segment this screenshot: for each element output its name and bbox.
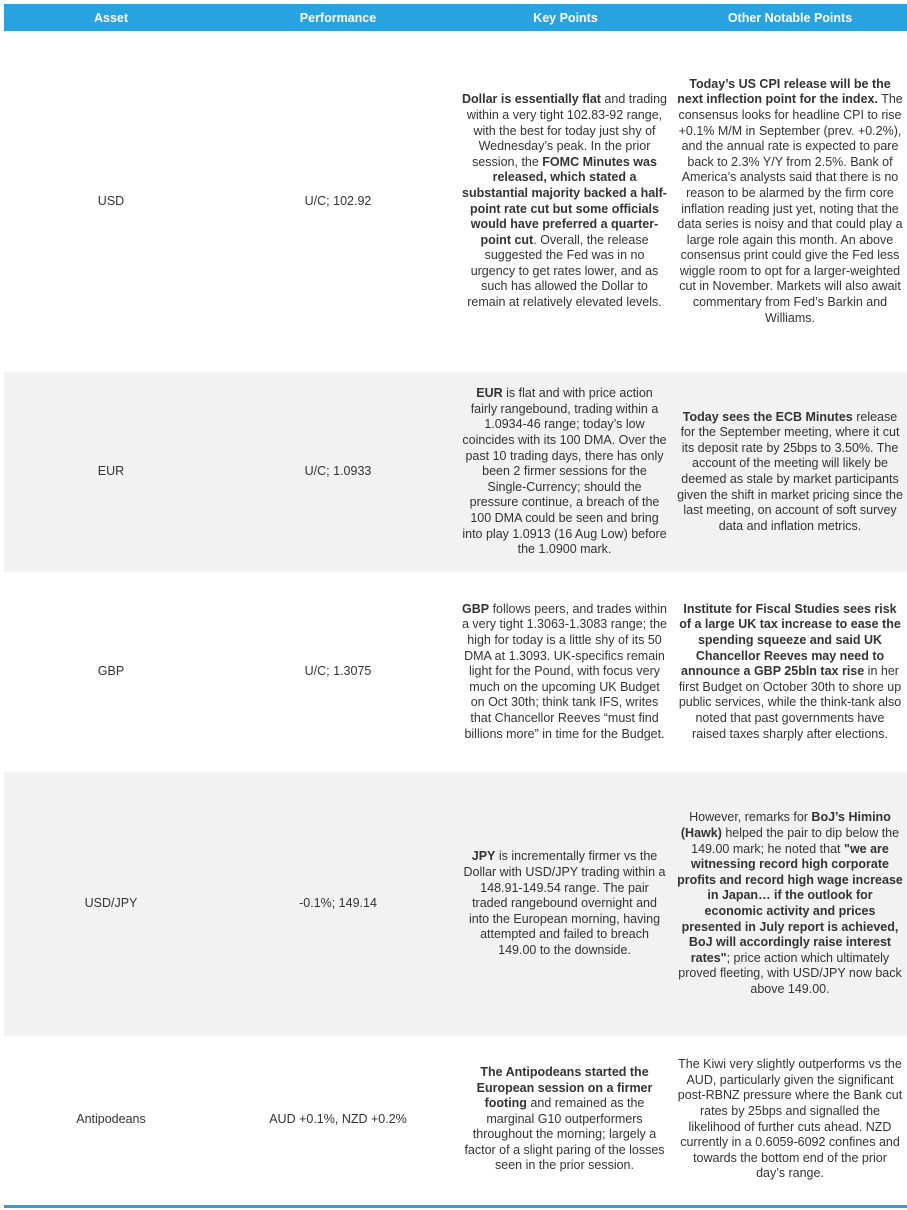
text-segment: helped the pair to dip below the 149.00 mark; he noted that [691,826,900,856]
bold-text: JPY [471,849,496,864]
text-segment: release for the September meeting, where it cut its deposit rate by 25bps to 3.50%. The account of the meeting will likely be deemed as stale by market participants given the shift in market pricing since the last meeting, on account of soft survey data and inflation metrics. [677,409,903,533]
table-bottom-rule [4,1205,907,1208]
bold-text: Dollar is essentially flat [462,92,601,107]
bold-text: EUR [476,386,503,401]
other-points-cell [673,1057,907,1182]
text-segment: in her first Budget on October 30th to shore up public services, while the think-tank also noted that past governments have raised taxes sharply after elections. [678,664,902,741]
performance-cell: U/C; 102.92 [304,193,372,208]
other-points-cell [673,77,907,327]
bold-text: BoJ’s Himino (Hawk) [680,810,891,841]
text-segment: is flat and with price action fairly rangebound, trading within a 1.0934-46 range; today’s low coincides with its 100 DMA. Over the past 10 trading days, there has only been 2 firmer sessions for the Single-Currency; should the pressure continue, a breach of the 100 DMA could be seen and bring into play 1.0913 (16 Aug Low) before the 1.0900 mark. [462,386,667,557]
asset-cell: EUR [97,464,125,479]
text-segment: is incrementally firmer vs the Dollar with USD/JPY trading within a 148.91-149.54 range. The pair traded rangebound overnight and into the European morning, having attempted and failed to breach 149.00 to the downside. [463,849,666,957]
performance-cell: U/C; 1.0933 [304,464,372,479]
table-row-gbp [4,572,907,772]
key-points-cell [458,386,673,558]
table-header [4,4,907,31]
header-other-notable-points: Other Notable Points [727,10,853,25]
performance-cell: U/C; 1.3075 [304,664,372,679]
text-segment: The consensus looks for headline CPI to rise +0.1% M/M in September (prev. +0.2%), and the annual rate is expected to pare back to 2.3% Y/Y from 2.5%. Bank of America’s analysts said that there is no reason to be alarmed by the firm core inflation reading just yet, noting that the data series is noisy and that could play a large role again this month. An above consensus print could give the Fed less wiggle room to opt for a larger-weighted cut in November. Markets will also await commentary from Fed’s Barkin and Williams. [677,92,903,325]
asset-cell: Antipodeans [76,1111,146,1126]
header-asset: Asset [93,10,129,25]
text-segment: follows peers, and trades within a very tight 1.3063-1.3083 range; the high for today is a little shy of its 50 DMA at 1.3093. UK-specifics remain light for the Pound, with focus very much on the upcoming UK Budget on Oct 30th; think tank IFS, writes that Chancellor Reeves “must find billions more” in time for the Budget. [462,601,668,741]
text-segment: and remained as the marginal G10 outperformers throughout the morning; largely a factor of a slight paring of the losses seen in the prior session. [464,1096,665,1173]
other-points-cell [673,410,907,535]
table-row-eur [4,372,907,572]
table-row-antipodeans [4,1036,907,1203]
asset-cell: USD/JPY [84,896,138,911]
market-table [4,4,907,1203]
key-points-cell [458,602,673,742]
key-points-cell [458,1065,673,1174]
bold-text: GBP [462,601,490,616]
header-key-points: Key Points [533,10,598,25]
bold-text: Institute for Fiscal Studies sees risk of a large UK tax increase to ease the spending squeeze and said UK Chancellor Reeves may need to announce a GBP 25bln tax rise [679,601,901,679]
asset-cell: USD [97,193,125,208]
header-performance: Performance [299,10,377,25]
bold-text: FOMC Minutes was released, which stated a substantial majority backed a half-point rate cut but some officials would have preferred a quarter-point cut [462,154,667,247]
performance-cell: AUD +0.1%, NZD +0.2% [269,1111,407,1126]
other-points-cell [673,602,907,742]
text-segment: ; price action which ultimately proved fleeting, with USD/JPY now back above 149.00. [678,950,902,996]
text-segment: and trading within a very tight 102.83-92 range, with the best for today just shy of Wednesday’s peak. In the prior session, the [466,92,667,169]
key-points-cell [458,849,673,958]
text-segment: . Overall, the release suggested the Fed was in no urgency to get rates lower, and as such has allowed the Dollar to remain at relatively elevated levels. [467,232,662,310]
bold-text: The Antipodeans started the European session on a firmer footing [476,1064,653,1111]
bold-text: Today sees the ECB Minutes [682,409,853,424]
text-segment: The Kiwi very slightly outperforms vs the AUD, particularly given the significant post-RBNZ pressure where the Bank cut rates by 25bps and signalled the likelihood of further cuts ahead. NZD currently in a 0.6059-6092 confines and towards the bottom end of the prior day’s range. [677,1057,903,1181]
asset-cell: GBP [97,664,125,679]
bold-text: Today’s US CPI release will be the next inflection point for the index. [677,76,891,107]
performance-cell: -0.1%; 149.14 [299,896,377,911]
key-points-cell [458,92,673,310]
table-row-usdjpy [4,772,907,1036]
table-row-usd [4,31,907,372]
bold-text: "we are witnessing record high corporate profits and record high wage increase in Japan… if the outlook for economic activity and prices presented in July report is achieved, BoJ will accordingly raise interest rates" [677,841,903,965]
other-points-cell [673,810,907,997]
text-segment: However, remarks for [689,810,812,825]
